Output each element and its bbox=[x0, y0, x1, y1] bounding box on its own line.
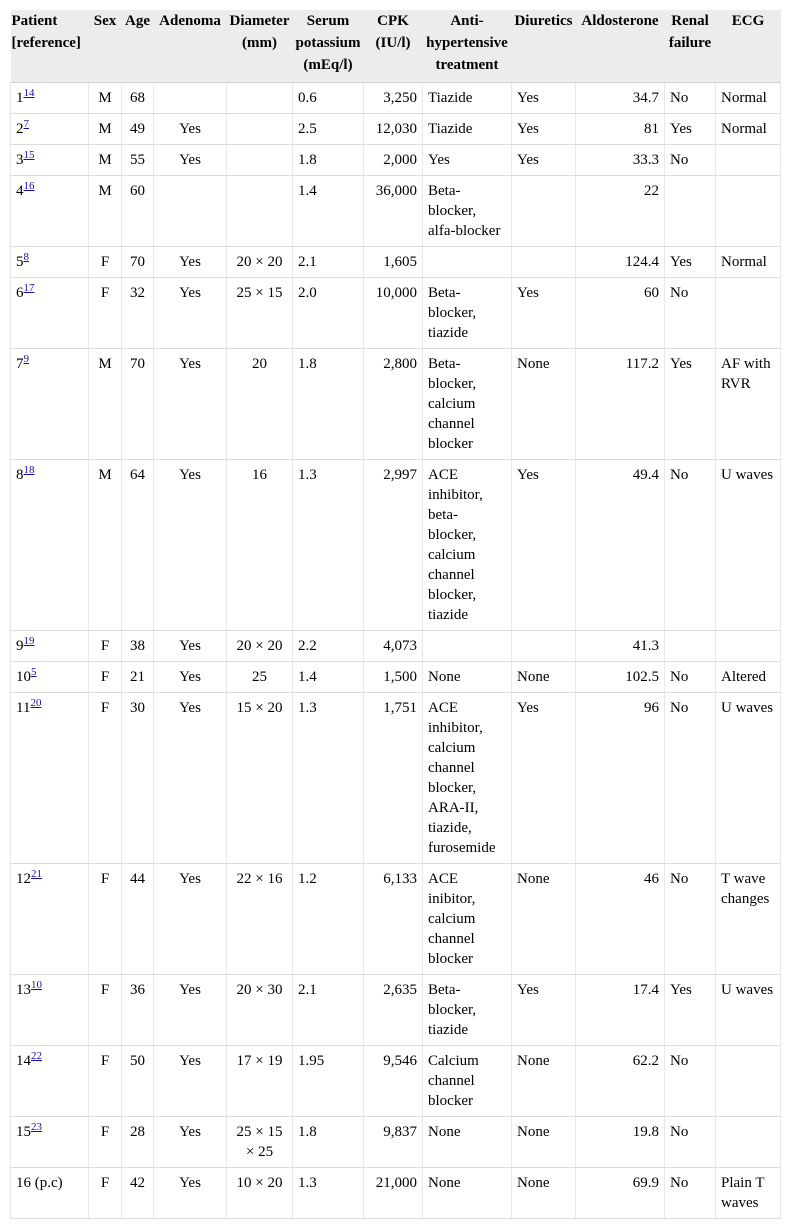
cell-ecg: AF with RVR bbox=[716, 349, 781, 460]
table-row bbox=[11, 460, 781, 631]
cell-aldosterone: 41.3 bbox=[576, 631, 665, 662]
cell-diuretics: Yes bbox=[512, 693, 576, 864]
cell-adenoma: Yes bbox=[154, 114, 227, 145]
cell-age: 55 bbox=[122, 145, 154, 176]
cell-ecg bbox=[716, 1046, 781, 1117]
cell-cpk: 2,000 bbox=[364, 145, 423, 176]
cell-treatment: None bbox=[423, 1168, 512, 1219]
cell-treatment: Beta-blocker, tiazide bbox=[423, 278, 512, 349]
cell-diameter bbox=[227, 145, 293, 176]
patient-number: 5 bbox=[16, 254, 24, 270]
patient-number: 2 bbox=[16, 121, 24, 137]
reference-link[interactable]: 21 bbox=[31, 868, 42, 880]
cell-adenoma: Yes bbox=[154, 693, 227, 864]
cell-potassium: 0.6 bbox=[293, 83, 364, 114]
header-sex: Sex bbox=[89, 10, 122, 83]
reference-link[interactable]: 22 bbox=[31, 1050, 42, 1062]
table-row bbox=[11, 1046, 781, 1117]
cell-age: 21 bbox=[122, 662, 154, 693]
cell-ecg bbox=[716, 176, 781, 247]
cell-treatment: Beta-blocker, tiazide bbox=[423, 975, 512, 1046]
cell-sex: F bbox=[89, 631, 122, 662]
patient-number: 16 (p.c) bbox=[16, 1175, 63, 1191]
cell-diuretics: Yes bbox=[512, 975, 576, 1046]
cell-ecg: U waves bbox=[716, 460, 781, 631]
patient-number: 9 bbox=[16, 638, 24, 654]
cell-renal-failure bbox=[665, 631, 716, 662]
cell-patient bbox=[11, 278, 89, 349]
cell-renal-failure: Yes bbox=[665, 975, 716, 1046]
cell-age: 42 bbox=[122, 1168, 154, 1219]
cell-treatment: None bbox=[423, 662, 512, 693]
cell-treatment: Calcium channel blocker bbox=[423, 1046, 512, 1117]
cell-patient bbox=[11, 864, 89, 975]
cell-ecg: Plain T waves bbox=[716, 1168, 781, 1219]
cell-diuretics: None bbox=[512, 662, 576, 693]
cell-diuretics: Yes bbox=[512, 278, 576, 349]
cell-patient bbox=[11, 693, 89, 864]
cell-cpk: 4,073 bbox=[364, 631, 423, 662]
cell-aldosterone: 117.2 bbox=[576, 349, 665, 460]
cell-diameter: 15 × 20 bbox=[227, 693, 293, 864]
cell-aldosterone: 124.4 bbox=[576, 247, 665, 278]
cell-renal-failure bbox=[665, 176, 716, 247]
cell-renal-failure: No bbox=[665, 460, 716, 631]
cell-diuretics: None bbox=[512, 349, 576, 460]
patient-number: 15 bbox=[16, 1124, 31, 1140]
cell-ecg: T wave changes bbox=[716, 864, 781, 975]
cell-sex: M bbox=[89, 114, 122, 145]
cell-treatment: ACE inhibitor, beta-blocker, calcium channel blocker, tiazide bbox=[423, 460, 512, 631]
cell-patient bbox=[11, 460, 89, 631]
header-patient: Patient [reference] bbox=[11, 10, 89, 83]
cell-diuretics: None bbox=[512, 1117, 576, 1168]
cell-age: 68 bbox=[122, 83, 154, 114]
cell-diuretics bbox=[512, 631, 576, 662]
table-row bbox=[11, 83, 781, 114]
cell-diuretics bbox=[512, 176, 576, 247]
cell-ecg: Normal bbox=[716, 247, 781, 278]
reference-link[interactable]: 20 bbox=[30, 697, 42, 709]
cell-cpk: 9,837 bbox=[364, 1117, 423, 1168]
cell-ecg: Normal bbox=[716, 114, 781, 145]
cell-age: 60 bbox=[122, 176, 154, 247]
cell-diameter: 10 × 20 bbox=[227, 1168, 293, 1219]
cell-ecg: Normal bbox=[716, 83, 781, 114]
cell-renal-failure: No bbox=[665, 693, 716, 864]
table-row bbox=[11, 864, 781, 975]
table-row bbox=[11, 693, 781, 864]
cell-treatment: ACE inibitor, calcium channel blocker bbox=[423, 864, 512, 975]
cell-adenoma: Yes bbox=[154, 460, 227, 631]
header-cpk: CPK (IU/l) bbox=[364, 10, 423, 83]
cell-aldosterone: 69.9 bbox=[576, 1168, 665, 1219]
header-diameter: Diameter (mm) bbox=[227, 10, 293, 83]
cell-renal-failure: No bbox=[665, 864, 716, 975]
cell-potassium: 1.4 bbox=[293, 176, 364, 247]
cell-diuretics: Yes bbox=[512, 114, 576, 145]
cell-potassium: 1.8 bbox=[293, 1117, 364, 1168]
cell-age: 38 bbox=[122, 631, 154, 662]
header-potassium: Serum potassium (mEq/l) bbox=[293, 10, 364, 83]
patient-number: 10 bbox=[16, 669, 31, 685]
reference-link[interactable]: 7 bbox=[23, 118, 29, 130]
cell-aldosterone: 46 bbox=[576, 864, 665, 975]
cell-diuretics bbox=[512, 247, 576, 278]
cell-diuretics: None bbox=[512, 1168, 576, 1219]
reference-link[interactable]: 23 bbox=[31, 1121, 42, 1133]
cell-treatment: Tiazide bbox=[423, 83, 512, 114]
cell-cpk: 3,250 bbox=[364, 83, 423, 114]
cell-aldosterone: 22 bbox=[576, 176, 665, 247]
cell-patient bbox=[11, 247, 89, 278]
table-row bbox=[11, 662, 781, 693]
cell-aldosterone: 33.3 bbox=[576, 145, 665, 176]
cell-patient bbox=[11, 145, 89, 176]
cell-patient bbox=[11, 975, 89, 1046]
cell-sex: M bbox=[89, 460, 122, 631]
patient-number: 4 bbox=[16, 183, 24, 199]
cell-treatment: None bbox=[423, 1117, 512, 1168]
reference-link[interactable]: 18 bbox=[23, 464, 35, 476]
cell-sex: F bbox=[89, 1168, 122, 1219]
cell-diameter: 20 × 20 bbox=[227, 247, 293, 278]
cell-diuretics: Yes bbox=[512, 83, 576, 114]
reference-link[interactable]: 5 bbox=[31, 666, 37, 678]
cell-adenoma: Yes bbox=[154, 1117, 227, 1168]
cell-aldosterone: 96 bbox=[576, 693, 665, 864]
table-row bbox=[11, 176, 781, 247]
cell-potassium: 2.1 bbox=[293, 247, 364, 278]
cell-treatment: Beta-blocker, alfa-blocker bbox=[423, 176, 512, 247]
cell-potassium: 2.5 bbox=[293, 114, 364, 145]
cell-potassium: 2.2 bbox=[293, 631, 364, 662]
cell-diuretics: None bbox=[512, 1046, 576, 1117]
cell-patient bbox=[11, 114, 89, 145]
cell-aldosterone: 49.4 bbox=[576, 460, 665, 631]
cell-adenoma: Yes bbox=[154, 864, 227, 975]
cell-age: 70 bbox=[122, 349, 154, 460]
cell-aldosterone: 19.8 bbox=[576, 1117, 665, 1168]
cell-treatment bbox=[423, 247, 512, 278]
cell-patient bbox=[11, 1168, 89, 1219]
reference-link[interactable]: 15 bbox=[23, 149, 35, 161]
cell-potassium: 1.95 bbox=[293, 1046, 364, 1117]
cell-cpk: 21,000 bbox=[364, 1168, 423, 1219]
table-row bbox=[11, 145, 781, 176]
cell-sex: F bbox=[89, 1117, 122, 1168]
cell-diameter: 25 bbox=[227, 662, 293, 693]
cell-age: 30 bbox=[122, 693, 154, 864]
cell-adenoma: Yes bbox=[154, 247, 227, 278]
table-row bbox=[11, 278, 781, 349]
cell-potassium: 1.2 bbox=[293, 864, 364, 975]
cell-potassium: 1.3 bbox=[293, 693, 364, 864]
cell-patient bbox=[11, 83, 89, 114]
cell-patient bbox=[11, 662, 89, 693]
cell-cpk: 1,605 bbox=[364, 247, 423, 278]
patient-number: 12 bbox=[16, 871, 31, 887]
cell-diameter: 17 × 19 bbox=[227, 1046, 293, 1117]
reference-link[interactable]: 8 bbox=[23, 251, 29, 263]
cell-sex: F bbox=[89, 278, 122, 349]
patient-number: 11 bbox=[16, 700, 31, 716]
cell-cpk: 9,546 bbox=[364, 1046, 423, 1117]
cell-adenoma: Yes bbox=[154, 145, 227, 176]
cell-potassium: 1.3 bbox=[293, 460, 364, 631]
cell-renal-failure: No bbox=[665, 1117, 716, 1168]
cell-adenoma: Yes bbox=[154, 631, 227, 662]
cell-renal-failure: No bbox=[665, 278, 716, 349]
cell-diameter: 20 × 30 bbox=[227, 975, 293, 1046]
cell-cpk: 2,800 bbox=[364, 349, 423, 460]
cell-cpk: 6,133 bbox=[364, 864, 423, 975]
patient-number: 14 bbox=[16, 1053, 31, 1069]
cell-potassium: 2.0 bbox=[293, 278, 364, 349]
cell-patient bbox=[11, 1046, 89, 1117]
cell-patient bbox=[11, 1117, 89, 1168]
header-age: Age bbox=[122, 10, 154, 83]
cell-ecg: Altered bbox=[716, 662, 781, 693]
table-row bbox=[11, 631, 781, 662]
cell-sex: F bbox=[89, 864, 122, 975]
cell-sex: F bbox=[89, 693, 122, 864]
cell-ecg bbox=[716, 278, 781, 349]
cell-age: 44 bbox=[122, 864, 154, 975]
cell-sex: M bbox=[89, 349, 122, 460]
cell-age: 70 bbox=[122, 247, 154, 278]
header-renal: Renal failure bbox=[665, 10, 716, 83]
cell-renal-failure: Yes bbox=[665, 114, 716, 145]
patient-table bbox=[10, 10, 781, 1219]
reference-link[interactable]: 14 bbox=[23, 87, 35, 99]
cell-cpk: 36,000 bbox=[364, 176, 423, 247]
cell-sex: F bbox=[89, 247, 122, 278]
header-row bbox=[11, 10, 781, 83]
cell-aldosterone: 62.2 bbox=[576, 1046, 665, 1117]
cell-ecg bbox=[716, 145, 781, 176]
cell-cpk: 10,000 bbox=[364, 278, 423, 349]
cell-diameter: 20 × 20 bbox=[227, 631, 293, 662]
cell-cpk: 12,030 bbox=[364, 114, 423, 145]
cell-treatment: Yes bbox=[423, 145, 512, 176]
cell-diameter bbox=[227, 114, 293, 145]
cell-sex: M bbox=[89, 145, 122, 176]
cell-potassium: 1.3 bbox=[293, 1168, 364, 1219]
cell-diameter bbox=[227, 176, 293, 247]
cell-ecg: U waves bbox=[716, 693, 781, 864]
patient-number: 7 bbox=[16, 356, 24, 372]
reference-link[interactable]: 9 bbox=[23, 353, 29, 365]
cell-diameter: 25 × 15 × 25 bbox=[227, 1117, 293, 1168]
cell-age: 32 bbox=[122, 278, 154, 349]
cell-cpk: 1,500 bbox=[364, 662, 423, 693]
header-aldosterone: Aldosterone bbox=[576, 10, 665, 83]
cell-sex: M bbox=[89, 83, 122, 114]
cell-diameter: 20 bbox=[227, 349, 293, 460]
header-treatment: Anti-hypertensive treatment bbox=[423, 10, 512, 83]
cell-age: 50 bbox=[122, 1046, 154, 1117]
cell-sex: F bbox=[89, 975, 122, 1046]
cell-renal-failure: No bbox=[665, 1168, 716, 1219]
cell-ecg: U waves bbox=[716, 975, 781, 1046]
table-body bbox=[11, 83, 781, 1219]
patient-number: 6 bbox=[16, 285, 24, 301]
header-adenoma: Adenoma bbox=[154, 10, 227, 83]
reference-link[interactable]: 16 bbox=[23, 180, 35, 192]
table-row bbox=[11, 1168, 781, 1219]
cell-potassium: 1.8 bbox=[293, 349, 364, 460]
cell-age: 36 bbox=[122, 975, 154, 1046]
cell-adenoma: Yes bbox=[154, 278, 227, 349]
table-row bbox=[11, 975, 781, 1046]
table-row bbox=[11, 114, 781, 145]
cell-potassium: 1.8 bbox=[293, 145, 364, 176]
cell-ecg bbox=[716, 631, 781, 662]
cell-diameter: 22 × 16 bbox=[227, 864, 293, 975]
cell-age: 28 bbox=[122, 1117, 154, 1168]
cell-renal-failure: Yes bbox=[665, 247, 716, 278]
cell-adenoma: Yes bbox=[154, 1168, 227, 1219]
reference-link[interactable]: 10 bbox=[31, 979, 42, 991]
reference-link[interactable]: 19 bbox=[23, 635, 35, 647]
cell-diuretics: Yes bbox=[512, 145, 576, 176]
cell-cpk: 1,751 bbox=[364, 693, 423, 864]
cell-treatment: Tiazide bbox=[423, 114, 512, 145]
cell-adenoma bbox=[154, 176, 227, 247]
cell-adenoma: Yes bbox=[154, 975, 227, 1046]
table-row bbox=[11, 349, 781, 460]
reference-link[interactable]: 17 bbox=[23, 282, 35, 294]
cell-renal-failure: No bbox=[665, 145, 716, 176]
table-row bbox=[11, 247, 781, 278]
patient-number: 13 bbox=[16, 982, 31, 998]
cell-adenoma: Yes bbox=[154, 349, 227, 460]
cell-diuretics: None bbox=[512, 864, 576, 975]
patient-number: 8 bbox=[16, 467, 24, 483]
cell-sex: F bbox=[89, 1046, 122, 1117]
cell-age: 49 bbox=[122, 114, 154, 145]
header-diuretics: Diuretics bbox=[512, 10, 576, 83]
patient-number: 1 bbox=[16, 90, 24, 106]
cell-aldosterone: 60 bbox=[576, 278, 665, 349]
cell-ecg bbox=[716, 1117, 781, 1168]
cell-diameter: 16 bbox=[227, 460, 293, 631]
cell-cpk: 2,635 bbox=[364, 975, 423, 1046]
cell-treatment bbox=[423, 631, 512, 662]
cell-treatment: ACE inhibitor, calcium channel blocker, ARA-II, tiazide, furosemide bbox=[423, 693, 512, 864]
cell-sex: M bbox=[89, 176, 122, 247]
cell-patient bbox=[11, 631, 89, 662]
cell-adenoma bbox=[154, 83, 227, 114]
cell-adenoma: Yes bbox=[154, 662, 227, 693]
table-row bbox=[11, 1117, 781, 1168]
cell-renal-failure: No bbox=[665, 83, 716, 114]
cell-patient bbox=[11, 349, 89, 460]
cell-diuretics: Yes bbox=[512, 460, 576, 631]
cell-aldosterone: 17.4 bbox=[576, 975, 665, 1046]
cell-patient bbox=[11, 176, 89, 247]
cell-treatment: Beta-blocker, calcium channel blocker bbox=[423, 349, 512, 460]
cell-potassium: 2.1 bbox=[293, 975, 364, 1046]
cell-aldosterone: 34.7 bbox=[576, 83, 665, 114]
header-ecg: ECG bbox=[716, 10, 781, 83]
cell-cpk: 2,997 bbox=[364, 460, 423, 631]
cell-adenoma: Yes bbox=[154, 1046, 227, 1117]
cell-sex: F bbox=[89, 662, 122, 693]
cell-age: 64 bbox=[122, 460, 154, 631]
cell-diameter: 25 × 15 bbox=[227, 278, 293, 349]
patient-number: 3 bbox=[16, 152, 24, 168]
cell-renal-failure: No bbox=[665, 662, 716, 693]
cell-aldosterone: 102.5 bbox=[576, 662, 665, 693]
cell-renal-failure: Yes bbox=[665, 349, 716, 460]
cell-diameter bbox=[227, 83, 293, 114]
cell-potassium: 1.4 bbox=[293, 662, 364, 693]
cell-aldosterone: 81 bbox=[576, 114, 665, 145]
cell-renal-failure: No bbox=[665, 1046, 716, 1117]
